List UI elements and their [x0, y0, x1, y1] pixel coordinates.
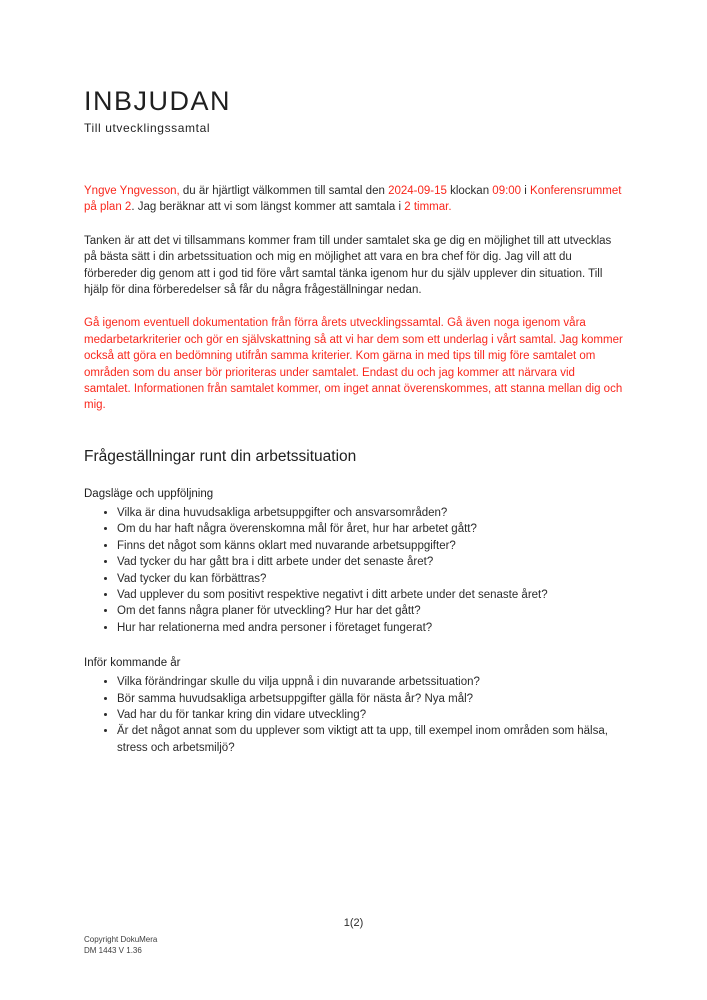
list-item: • Är det något annat som du upplever som viktigt att ta upp, till exempel inom områden som hälsa, stress och arbetsmiljö?: [117, 723, 624, 756]
page-title: INBJUDAN: [84, 86, 232, 116]
list-item: • Hur har relationerna med andra personer i företaget fungerat?: [117, 620, 624, 636]
intro-text-2: klockan: [446, 185, 493, 197]
document-id: DM 1443 V 1.36: [84, 945, 142, 955]
copyright-text: Copyright DokuMera: [84, 935, 158, 944]
list-item: • Vilka förändringar skulle du vilja uppnå i din nuvarande arbetssituation?: [117, 674, 624, 690]
document-content: [84, 86, 624, 756]
list-item: • Bör samma huvudsakliga arbetsuppgifter gälla för nästa år? Nya mål?: [117, 691, 624, 707]
list-item: • Vad har du för tankar kring din vidare utveckling?: [117, 707, 624, 723]
intro-text-1: du är hjärtligt välkommen till samtal den: [179, 185, 389, 197]
recipient-name: Yngve Yngvesson,: [84, 185, 180, 197]
list-item: • Vad tycker du har gått bra i ditt arbete under det senaste året?: [117, 554, 624, 570]
meeting-location: Konferensrummet på plan 2: [84, 185, 622, 214]
list-item: • Om det fanns några planer för utveckling? Hur har det gått?: [117, 603, 624, 619]
intro-text-4: . Jag beräknar att vi som längst kommer att samtala i: [131, 201, 405, 214]
footer-meta: [84, 935, 157, 956]
page-subtitle: Till utvecklingssamtal: [84, 121, 211, 135]
list-item: • Vad tycker du kan förbättras?: [117, 571, 624, 587]
subsection-heading-current-status: Dagsläge och uppföljning: [84, 487, 214, 500]
page-number: 1(2): [343, 917, 364, 929]
meeting-duration: 2 timmar.: [404, 201, 452, 214]
instructions-paragraph: Gå igenom eventuell dokumentation från förra årets utvecklingssamtal. Gå även noga igenom våra medarbetarkriterier och gör en självskattning så att vi har dem som ett underlag i vårt samtal. Jag kommer också att göra en bedömning utifrån samma kriterier. Kom gärna in med tips till mig före samtalet om områden som du anser bör prioriteras under samtalet. Endast du och jag kommer att närvara vid samtalet. Informationen från samtalet kommer, om inget annat överenskommes, att stanna mellan dig och mig.: [84, 317, 623, 412]
question-list-coming-year: [84, 674, 624, 756]
subsection-heading-coming-year: Inför kommande år: [84, 657, 181, 670]
meeting-time: 09:00: [492, 185, 522, 197]
list-item: • Vilka är dina huvudsakliga arbetsuppgifter och ansvarsområden?: [117, 505, 624, 521]
section-heading: Frågeställningar runt din arbetssituation: [84, 447, 357, 465]
list-item: • Finns det något som känns oklart med nuvarande arbetsuppgifter?: [117, 538, 624, 554]
list-item: • Om du har haft några överenskomna mål för året, hur har arbetet gått?: [117, 521, 624, 537]
question-list-current-status: [84, 505, 624, 636]
meeting-date: 2024-09-15: [388, 185, 447, 197]
intro-text-3: i: [521, 185, 531, 197]
list-item: • Vad upplever du som positivt respektive negativt i ditt arbete under det senaste året?: [117, 587, 624, 603]
preparation-paragraph: Tanken är att det vi tillsammans kommer fram till under samtalet ska ge dig en möjlighet till att utvecklas på bästa sätt i din arbetssituation och mig en möjlighet att vara en bra chef för dig. Jag vill att du förbereder dig genom att i god tid före vårt samtal tänka igenom hur du själv upplever din situation. Till hjälp för dina förberedelser så får du några frågeställningar nedan.: [84, 234, 612, 297]
intro-paragraph: [84, 183, 624, 216]
